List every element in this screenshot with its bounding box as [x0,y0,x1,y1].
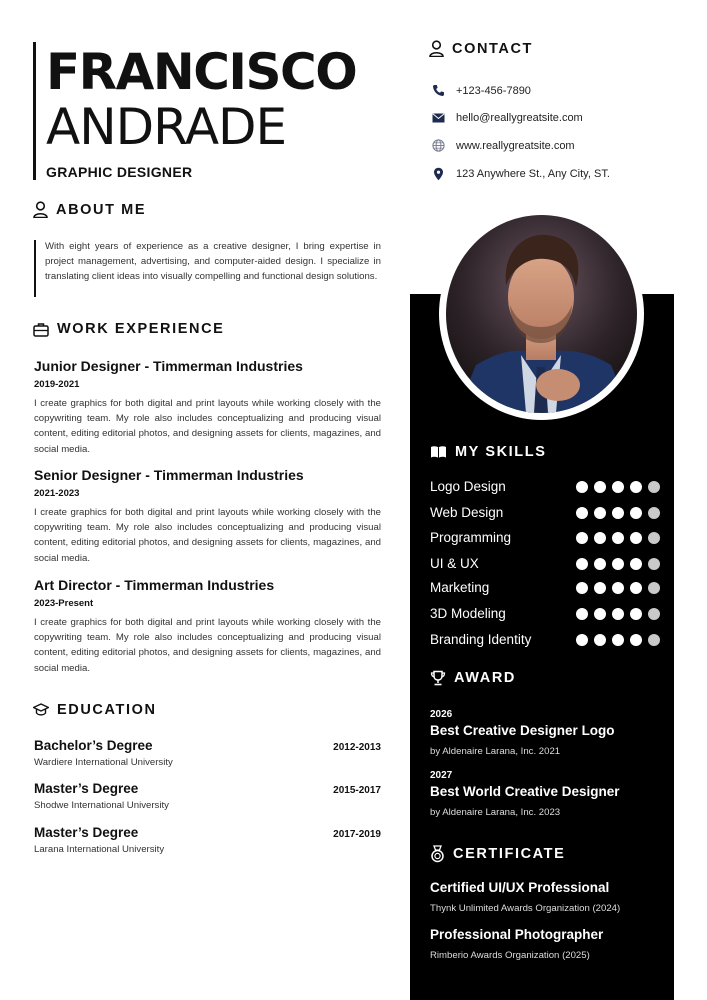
rating-dot-filled [594,582,606,594]
education-entry [34,738,381,768]
location-pin-icon [432,167,445,181]
first-name: FRANCISCO [46,43,357,101]
award-entry [430,770,670,818]
work-title-label: WORK EXPERIENCE [57,321,225,337]
address-text: 123 Anywhere St., Any City, ST. [456,168,610,180]
certificate-name: Professional Photographer [430,927,604,942]
name-accent-bar [33,42,36,180]
certificate-organization: Thynk Unlimited Awards Organization (2024) [430,903,621,914]
education-years: 2012-2013 [333,742,381,753]
last-name: ANDRADE [46,98,287,156]
work-section-title [33,321,224,337]
award-year: 2027 [430,770,453,781]
job-entry [34,576,381,676]
certificate-entry [430,927,670,961]
rating-dot-filled [594,634,606,646]
education-school: Wardiere International University [34,757,173,768]
skill-name: Marketing [430,580,490,595]
education-years: 2015-2017 [333,785,381,796]
rating-dot-filled [612,481,624,493]
job-description: I create graphics for both digital and print layouts while working closely with the copywriting team. My role also includes conceptualizing and producing visual content, editing editorial photos, and designing assets for clients, magazines, and social media. [34,507,381,564]
job-role: Junior Designer - Timmerman Industries [34,358,303,374]
job-entry [34,357,381,457]
job-title: GRAPHIC DESIGNER [46,164,193,180]
rating-dot-filled [594,558,606,570]
job-dates: 2021-2023 [34,488,80,499]
rating-dot-filled [630,634,642,646]
rating-dot-filled [612,507,624,519]
rating-dot-filled [594,507,606,519]
skill-rating [576,608,660,620]
skill-rating [576,507,660,519]
user-icon [33,201,48,218]
skill-name: Branding Identity [430,632,532,647]
skill-rating [576,634,660,646]
education-degree: Master’s Degree [34,825,139,840]
award-entry [430,709,670,757]
phone-icon [432,84,445,97]
job-description: I create graphics for both digital and print layouts while working closely with the copywriting team. My role also includes conceptualizing and producing visual content, editing editorial photos, and designing assets for clients, magazines, and social media. [34,398,381,455]
rating-dot-empty [648,634,660,646]
skill-row [430,479,660,494]
book-icon [430,445,447,459]
education-school: Larana International University [34,844,165,855]
job-description: I create graphics for both digital and print layouts while working closely with the copywriting team. My role also includes conceptualizing and producing visual content, editing editorial photos, and designing assets for clients, magazines, and social media. [34,617,381,674]
rating-dot-empty [648,481,660,493]
education-entry [34,781,381,811]
education-entry [34,825,381,855]
skills-title-label: MY SKILLS [455,444,547,460]
skill-row [430,632,660,647]
rating-dot-filled [594,532,606,544]
skill-name: Programming [430,530,512,545]
email-text: hello@reallygreatsite.com [456,112,583,124]
award-year: 2026 [430,709,453,720]
rating-dot-filled [594,608,606,620]
about-accent-bar [34,240,36,297]
certificate-organization: Rimberio Awards Organization (2025) [430,950,590,961]
education-title-label: EDUCATION [57,702,157,718]
certificate-section-title [430,845,565,863]
rating-dot-filled [576,481,588,493]
job-role: Art Director - Timmerman Industries [34,577,275,593]
rating-dot-filled [576,608,588,620]
skill-row [430,530,660,545]
job-dates: 2019-2021 [34,379,80,390]
skill-name: UI & UX [430,556,479,571]
rating-dot-filled [630,532,642,544]
about-title-label: ABOUT ME [56,201,147,218]
skill-rating [576,532,660,544]
skill-row [430,505,660,520]
job-role: Senior Designer - Timmerman Industries [34,467,304,483]
rating-dot-filled [576,558,588,570]
rating-dot-filled [630,507,642,519]
user-icon [429,40,444,57]
education-degree: Master’s Degree [34,781,139,796]
award-organization: by Aldenaire Larana, Inc. 2023 [430,807,561,818]
rating-dot-filled [594,481,606,493]
skill-name: Logo Design [430,479,506,494]
mail-icon [432,113,445,123]
education-degree: Bachelor’s Degree [34,738,153,753]
rating-dot-filled [630,481,642,493]
skill-rating [576,582,660,594]
medal-icon [430,845,445,863]
rating-dot-filled [576,532,588,544]
skill-row [430,556,660,571]
contact-phone[interactable] [432,84,531,97]
contact-address [432,167,610,181]
website-text: www.reallygreatsite.com [456,139,575,152]
rating-dot-empty [648,558,660,570]
trophy-icon [430,670,446,686]
rating-dot-filled [576,507,588,519]
rating-dot-empty [648,507,660,519]
skill-row [430,580,660,595]
certificate-title-label: CERTIFICATE [453,846,566,862]
certificate-entry [430,880,670,914]
skills-section-title [430,444,546,460]
about-section-title [33,201,146,218]
rating-dot-empty [648,532,660,544]
contact-title-label: CONTACT [452,40,534,57]
phone-text: +123-456-7890 [456,84,531,97]
rating-dot-empty [648,582,660,594]
contact-email[interactable] [432,112,583,124]
contact-website[interactable] [432,139,575,152]
award-name: Best Creative Designer Logo [430,723,615,738]
skill-row [430,606,660,621]
rating-dot-filled [630,558,642,570]
award-name: Best World Creative Designer [430,784,620,799]
rating-dot-filled [576,634,588,646]
education-years: 2017-2019 [333,829,381,840]
skill-name: Web Design [430,505,504,520]
contact-section-title [429,40,533,57]
graduation-cap-icon [33,703,49,717]
rating-dot-filled [612,634,624,646]
skill-rating [576,481,660,493]
education-section-title [33,702,157,718]
profile-photo [446,215,637,413]
award-organization: by Aldenaire Larana, Inc. 2021 [430,746,561,757]
rating-dot-filled [612,532,624,544]
briefcase-icon [33,322,49,337]
rating-dot-filled [612,582,624,594]
rating-dot-filled [576,582,588,594]
rating-dot-filled [612,608,624,620]
certificate-name: Certified UI/UX Professional [430,880,610,895]
rating-dot-filled [612,558,624,570]
about-text: With eight years of experience as a creative designer, I bring expertise in project management, advertising, and computer-aided design. I specialize in translating client ideas into visually compelling and functional design solutions. [45,241,381,283]
rating-dot-filled [630,608,642,620]
globe-icon [432,139,445,152]
rating-dot-empty [648,608,660,620]
skill-name: 3D Modeling [430,606,506,621]
skill-rating [576,558,660,570]
award-title-label: AWARD [454,670,516,686]
education-school: Shodwe International University [34,800,169,811]
award-section-title [430,670,516,686]
job-entry [34,466,381,566]
rating-dot-filled [630,582,642,594]
job-dates: 2023-Present [34,598,94,609]
